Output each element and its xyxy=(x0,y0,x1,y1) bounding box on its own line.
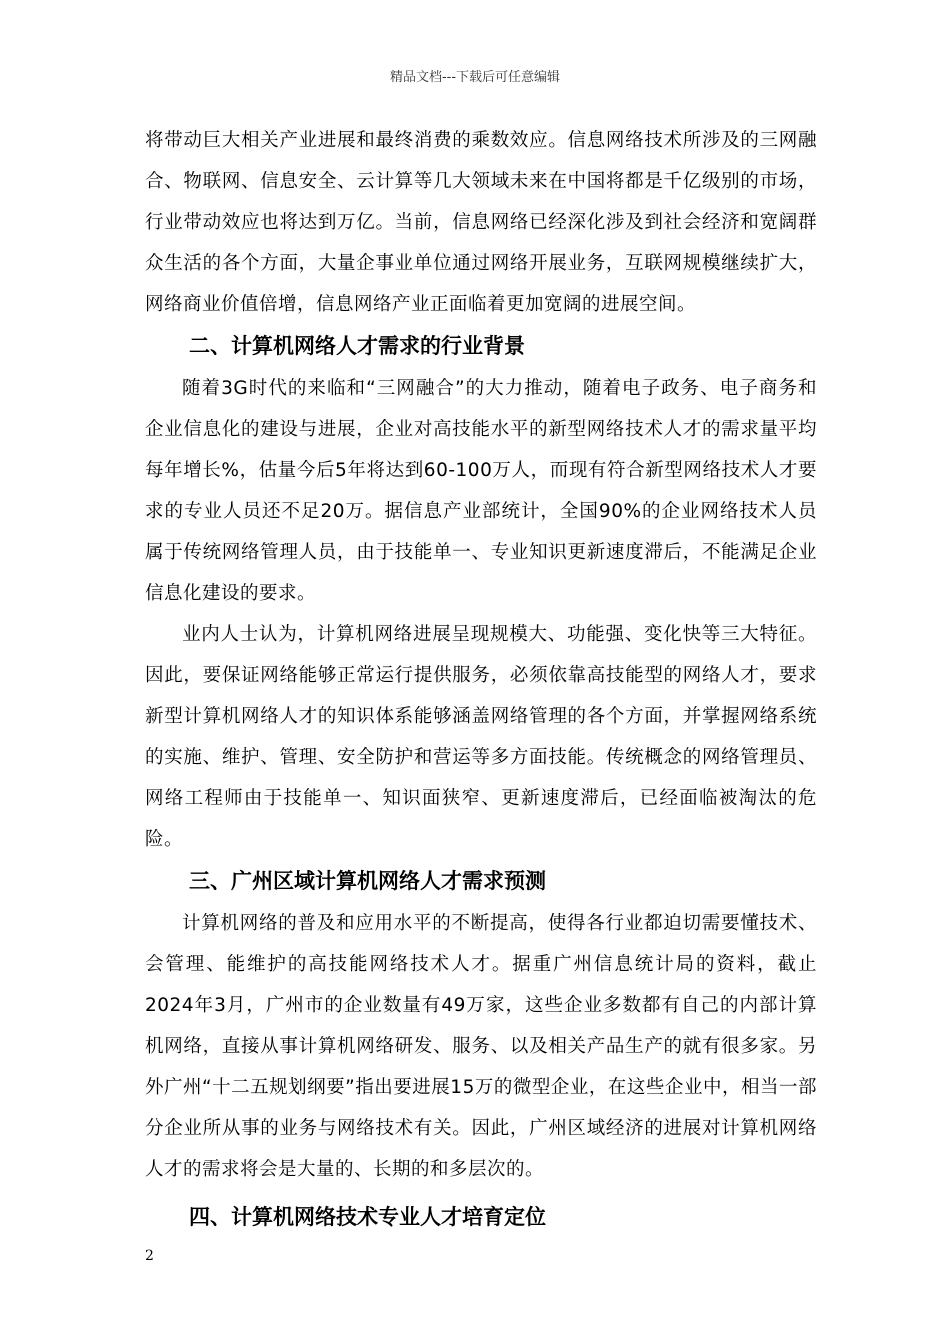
paragraph-industry-insights: 业内人士认为，计算机网络进展呈现规模大、功能强、变化快等三大特征。因此，要保证网络能够正常运行提供服务，必须依靠高技能型的网络人才，要求新型计算机网络人才的知识体系能够涵盖网络管理的各个方面，并掌握网络系统的实施、维护、管理、安全防护和营运等多方面技能。传统概念的网络管理员、网络工程师由于技能单一、知识面狭窄、更新速度滞后，已经面临被淘汰的危险。 xyxy=(145,624,817,850)
paragraph-industry-background: 随着3G时代的来临和“三网融合”的大力推动，随着电子政务、电子商务和企业信息化的建设与进展，企业对高技能水平的新型网络技术人才的需求量平均每年增长%，估量今后5年将达到60-100万人，而现有符合新型网络技术人才要求的专业人员还不足20万。据信息产业部统计，全国90%的企业网络技术人员属于传统网络管理人员，由于技能单一、专业知识更新速度滞后，不能满足企业信息化建设的要求。 xyxy=(145,378,817,604)
section-heading-4: 四、计算机网络技术专业人才培育定位 xyxy=(189,1205,546,1229)
paragraph-intro: 将带动巨大相关产业进展和最终消费的乘数效应。信息网络技术所涉及的三网融合、物联网、信息安全、云计算等几大领域未来在中国将都是千亿级别的市场，行业带动效应也将达到万亿。当前，信息网络已经深化涉及到社会经济和宽阔群众生活的各个方面，大量企事业单位通过网络开展业务，互联网规模继续扩大，网络商业价值倍增，信息网络产业正面临着更加宽阔的进展空间。 xyxy=(145,130,817,315)
section-heading-2: 二、计算机网络人才需求的行业背景 xyxy=(189,334,525,358)
page-header: 精品文档---下载后可任意编辑 xyxy=(389,70,561,85)
document-body xyxy=(145,120,817,1239)
section-heading-3: 三、广州区域计算机网络人才需求预测 xyxy=(189,869,546,893)
paragraph-guangzhou-demand: 计算机网络的普及和应用水平的不断提高，使得各行业都迫切需要懂技术、会管理、能维护的高技能网络技术人才。据重广州信息统计局的资料，截止2024年3月，广州市的企业数量有49万家，这些企业多数都有自己的内部计算机网络，直接从事计算机网络研发、服务、以及相关产品生产的就有很多家。另外广州“十二五规划纲要”指出要进展15万的微型企业，在这些企业中，相当一部分企业所从事的业务与网络技术有关。因此，广州区域经济的进展对计算机网络人才的需求将会是大量的、长期的和多层次的。 xyxy=(145,913,817,1180)
page-number: 2 xyxy=(145,1248,154,1264)
